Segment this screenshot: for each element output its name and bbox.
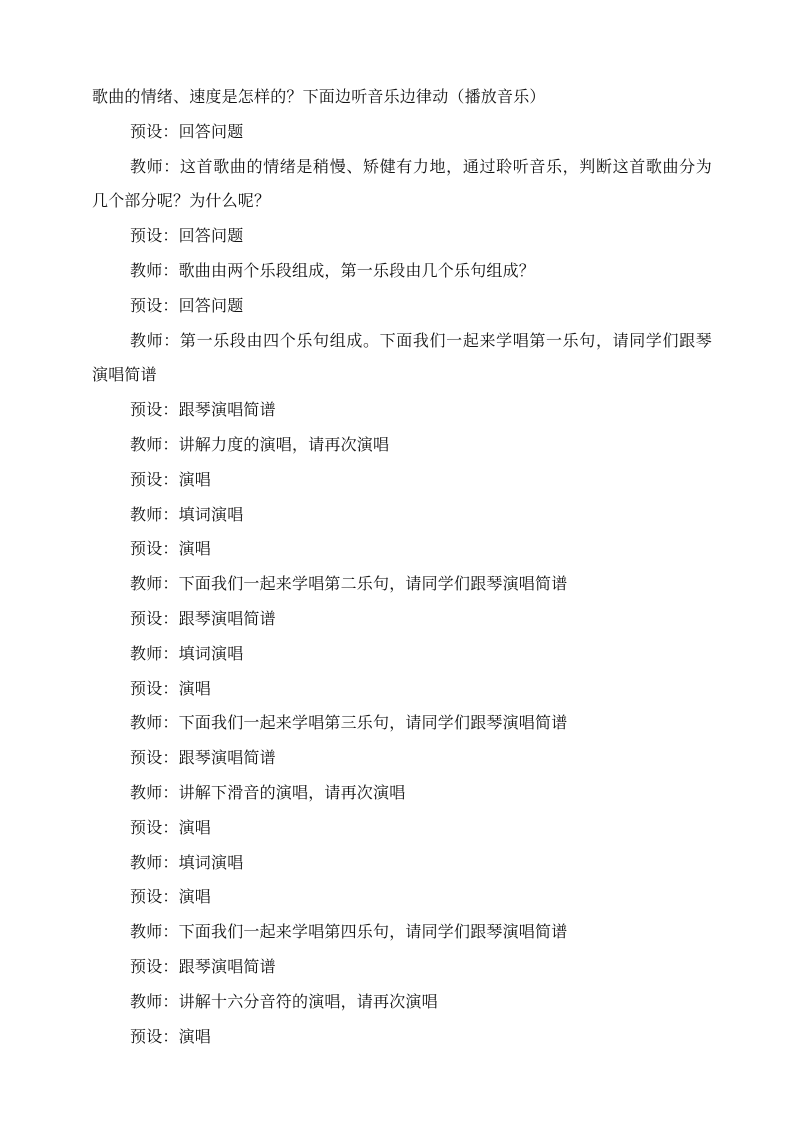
paragraph-teacher-third-phrase: 教师：下面我们一起来学唱第三乐句，请同学们跟琴演唱简谱 [130,713,568,733]
paragraph-teacher-first-phrase: 教师：第一乐段由四个乐句组成。下面我们一起来学唱第一乐句，请同学们跟琴演唱简谱 [92,330,712,385]
paragraph-teacher-dynamics: 教师：讲解力度的演唱，请再次演唱 [130,434,390,454]
paragraph-preset-answer: 预设：回答问题 [130,295,244,315]
paragraph-preset-answer: 预设：回答问题 [130,121,244,141]
paragraph-teacher-glissando: 教师：讲解下滑音的演唱，请再次演唱 [130,782,406,802]
paragraph-teacher-second-phrase: 教师：下面我们一起来学唱第二乐句，请同学们跟琴演唱简谱 [130,574,568,594]
paragraph-preset-sing-notation: 预设：跟琴演唱简谱 [130,608,276,628]
paragraph-teacher-two-sections: 教师：歌曲由两个乐段组成，第一乐段由几个乐句组成？ [130,260,536,280]
paragraph-teacher-fourth-phrase: 教师：下面我们一起来学唱第四乐句，请同学们跟琴演唱简谱 [130,922,568,942]
paragraph-preset-sing: 预设：演唱 [130,469,212,489]
paragraph-song-mood-question: 歌曲的情绪、速度是怎样的？下面边听音乐边律动（播放音乐） [92,87,546,106]
paragraph-preset-sing: 预设：演唱 [130,887,212,907]
paragraph-teacher-lyrics: 教师：填词演唱 [130,852,244,872]
paragraph-preset-sing: 预设：演唱 [130,539,212,559]
paragraph-preset-sing-notation: 预设：跟琴演唱简谱 [130,400,276,420]
paragraph-preset-sing-notation: 预设：跟琴演唱简谱 [130,956,276,976]
paragraph-preset-sing: 预设：演唱 [130,1026,212,1046]
paragraph-preset-sing: 预设：演唱 [130,678,212,698]
paragraph-teacher-lyrics: 教师：填词演唱 [130,643,244,663]
paragraph-teacher-lyrics: 教师：填词演唱 [130,504,244,524]
paragraph-preset-sing-notation: 预设：跟琴演唱简谱 [130,748,276,768]
paragraph-teacher-song-structure: 教师：这首歌曲的情绪是稍慢、矫健有力地，通过聆听音乐，判断这首歌曲分为几个部分呢？为什么呢？ [92,156,712,211]
paragraph-teacher-sixteenth-notes: 教师：讲解十六分音符的演唱，请再次演唱 [130,991,438,1011]
document-body [92,80,712,1054]
paragraph-preset-sing: 预设：演唱 [130,817,212,837]
paragraph-preset-answer: 预设：回答问题 [130,226,244,246]
